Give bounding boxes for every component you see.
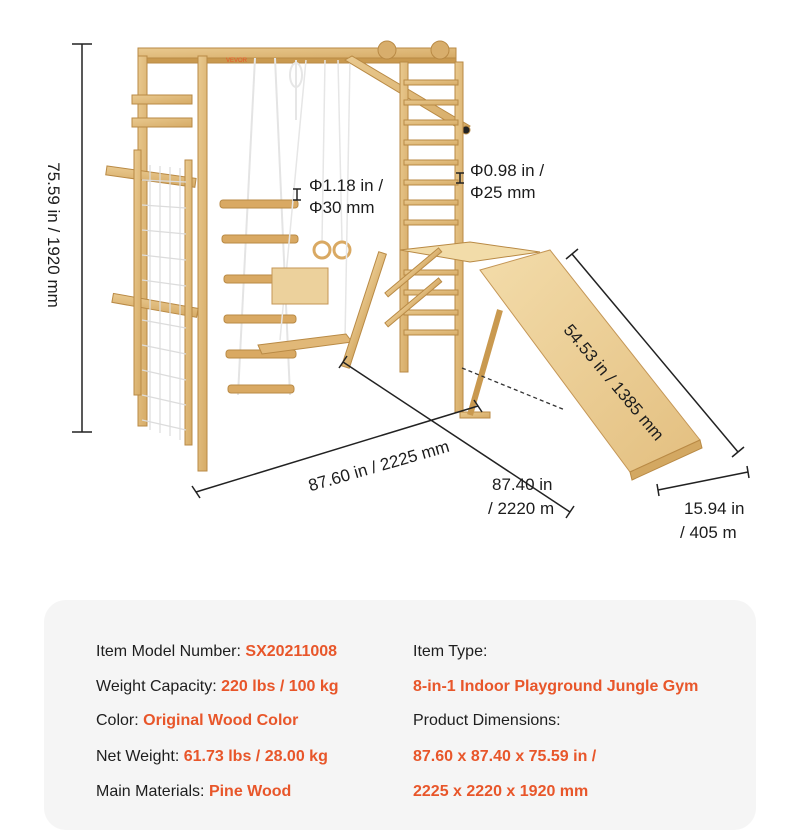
spec-dims-value-row-2 bbox=[413, 782, 588, 802]
spec-color bbox=[96, 711, 298, 731]
rung-diameter-label-line2: Φ30 mm bbox=[309, 198, 375, 217]
spec-dims-value-line2: 2225 x 2220 x 1920 mm bbox=[413, 783, 589, 800]
spec-materials-value: Pine Wood bbox=[208, 783, 292, 800]
ladder-diameter-label-line1: Φ0.98 in / bbox=[470, 161, 545, 180]
spec-dims-value-line1: 87.60 x 87.40 x 75.59 in / bbox=[413, 748, 597, 765]
spec-type-value-row bbox=[413, 677, 698, 697]
slide-width-label-line1: 15.94 in bbox=[684, 499, 745, 518]
spec-dims-label-row bbox=[413, 711, 561, 731]
left-frame bbox=[106, 56, 207, 471]
height-dimension-line bbox=[72, 44, 92, 432]
frame-logo: VEVOR bbox=[226, 58, 248, 64]
top-frame bbox=[138, 41, 456, 63]
slide-width-label-line2: / 405 m bbox=[680, 523, 737, 542]
spec-dims-value-row-1 bbox=[413, 747, 596, 767]
height-label: 75.59 in / 1920 mm bbox=[44, 162, 63, 308]
rung-diameter-label-line1: Φ1.18 in / bbox=[309, 176, 384, 195]
spec-color-value: Original Wood Color bbox=[143, 712, 299, 729]
spec-net-weight-label: Net Weight: bbox=[96, 748, 180, 765]
spec-net-weight bbox=[96, 747, 328, 767]
spec-model bbox=[96, 642, 337, 662]
spec-type-label: Item Type: bbox=[413, 643, 488, 660]
specifications-card bbox=[44, 600, 756, 830]
ladder-diameter-label-line2: Φ25 mm bbox=[470, 183, 536, 202]
depth-label-line2: / 2220 m bbox=[488, 499, 555, 518]
gymnastic-rings bbox=[314, 60, 350, 258]
spec-model-value: SX20211008 bbox=[245, 643, 338, 660]
depth-label-line1: 87.40 in bbox=[492, 475, 553, 494]
spec-color-label: Color: bbox=[96, 712, 139, 729]
spec-capacity-value: 220 lbs / 100 kg bbox=[221, 678, 339, 695]
spec-materials-label: Main Materials: bbox=[96, 783, 205, 800]
spec-type-value: 8-in-1 Indoor Playground Jungle Gym bbox=[413, 678, 699, 695]
width-label: 87.60 in / 2225 mm bbox=[306, 436, 452, 496]
spec-model-label: Item Model Number: bbox=[96, 643, 241, 660]
spec-net-weight-value: 61.73 lbs / 28.00 kg bbox=[183, 748, 328, 765]
spec-capacity-label: Weight Capacity: bbox=[96, 678, 217, 695]
spec-capacity bbox=[96, 677, 339, 697]
spec-materials bbox=[96, 782, 291, 802]
spec-type-label-row bbox=[413, 642, 487, 662]
slide-length-label: 54.53 in / 1385 mm bbox=[559, 320, 668, 445]
climbing-rope bbox=[290, 60, 302, 120]
wall-ladder bbox=[400, 62, 463, 412]
spec-dims-label: Product Dimensions: bbox=[413, 712, 561, 729]
